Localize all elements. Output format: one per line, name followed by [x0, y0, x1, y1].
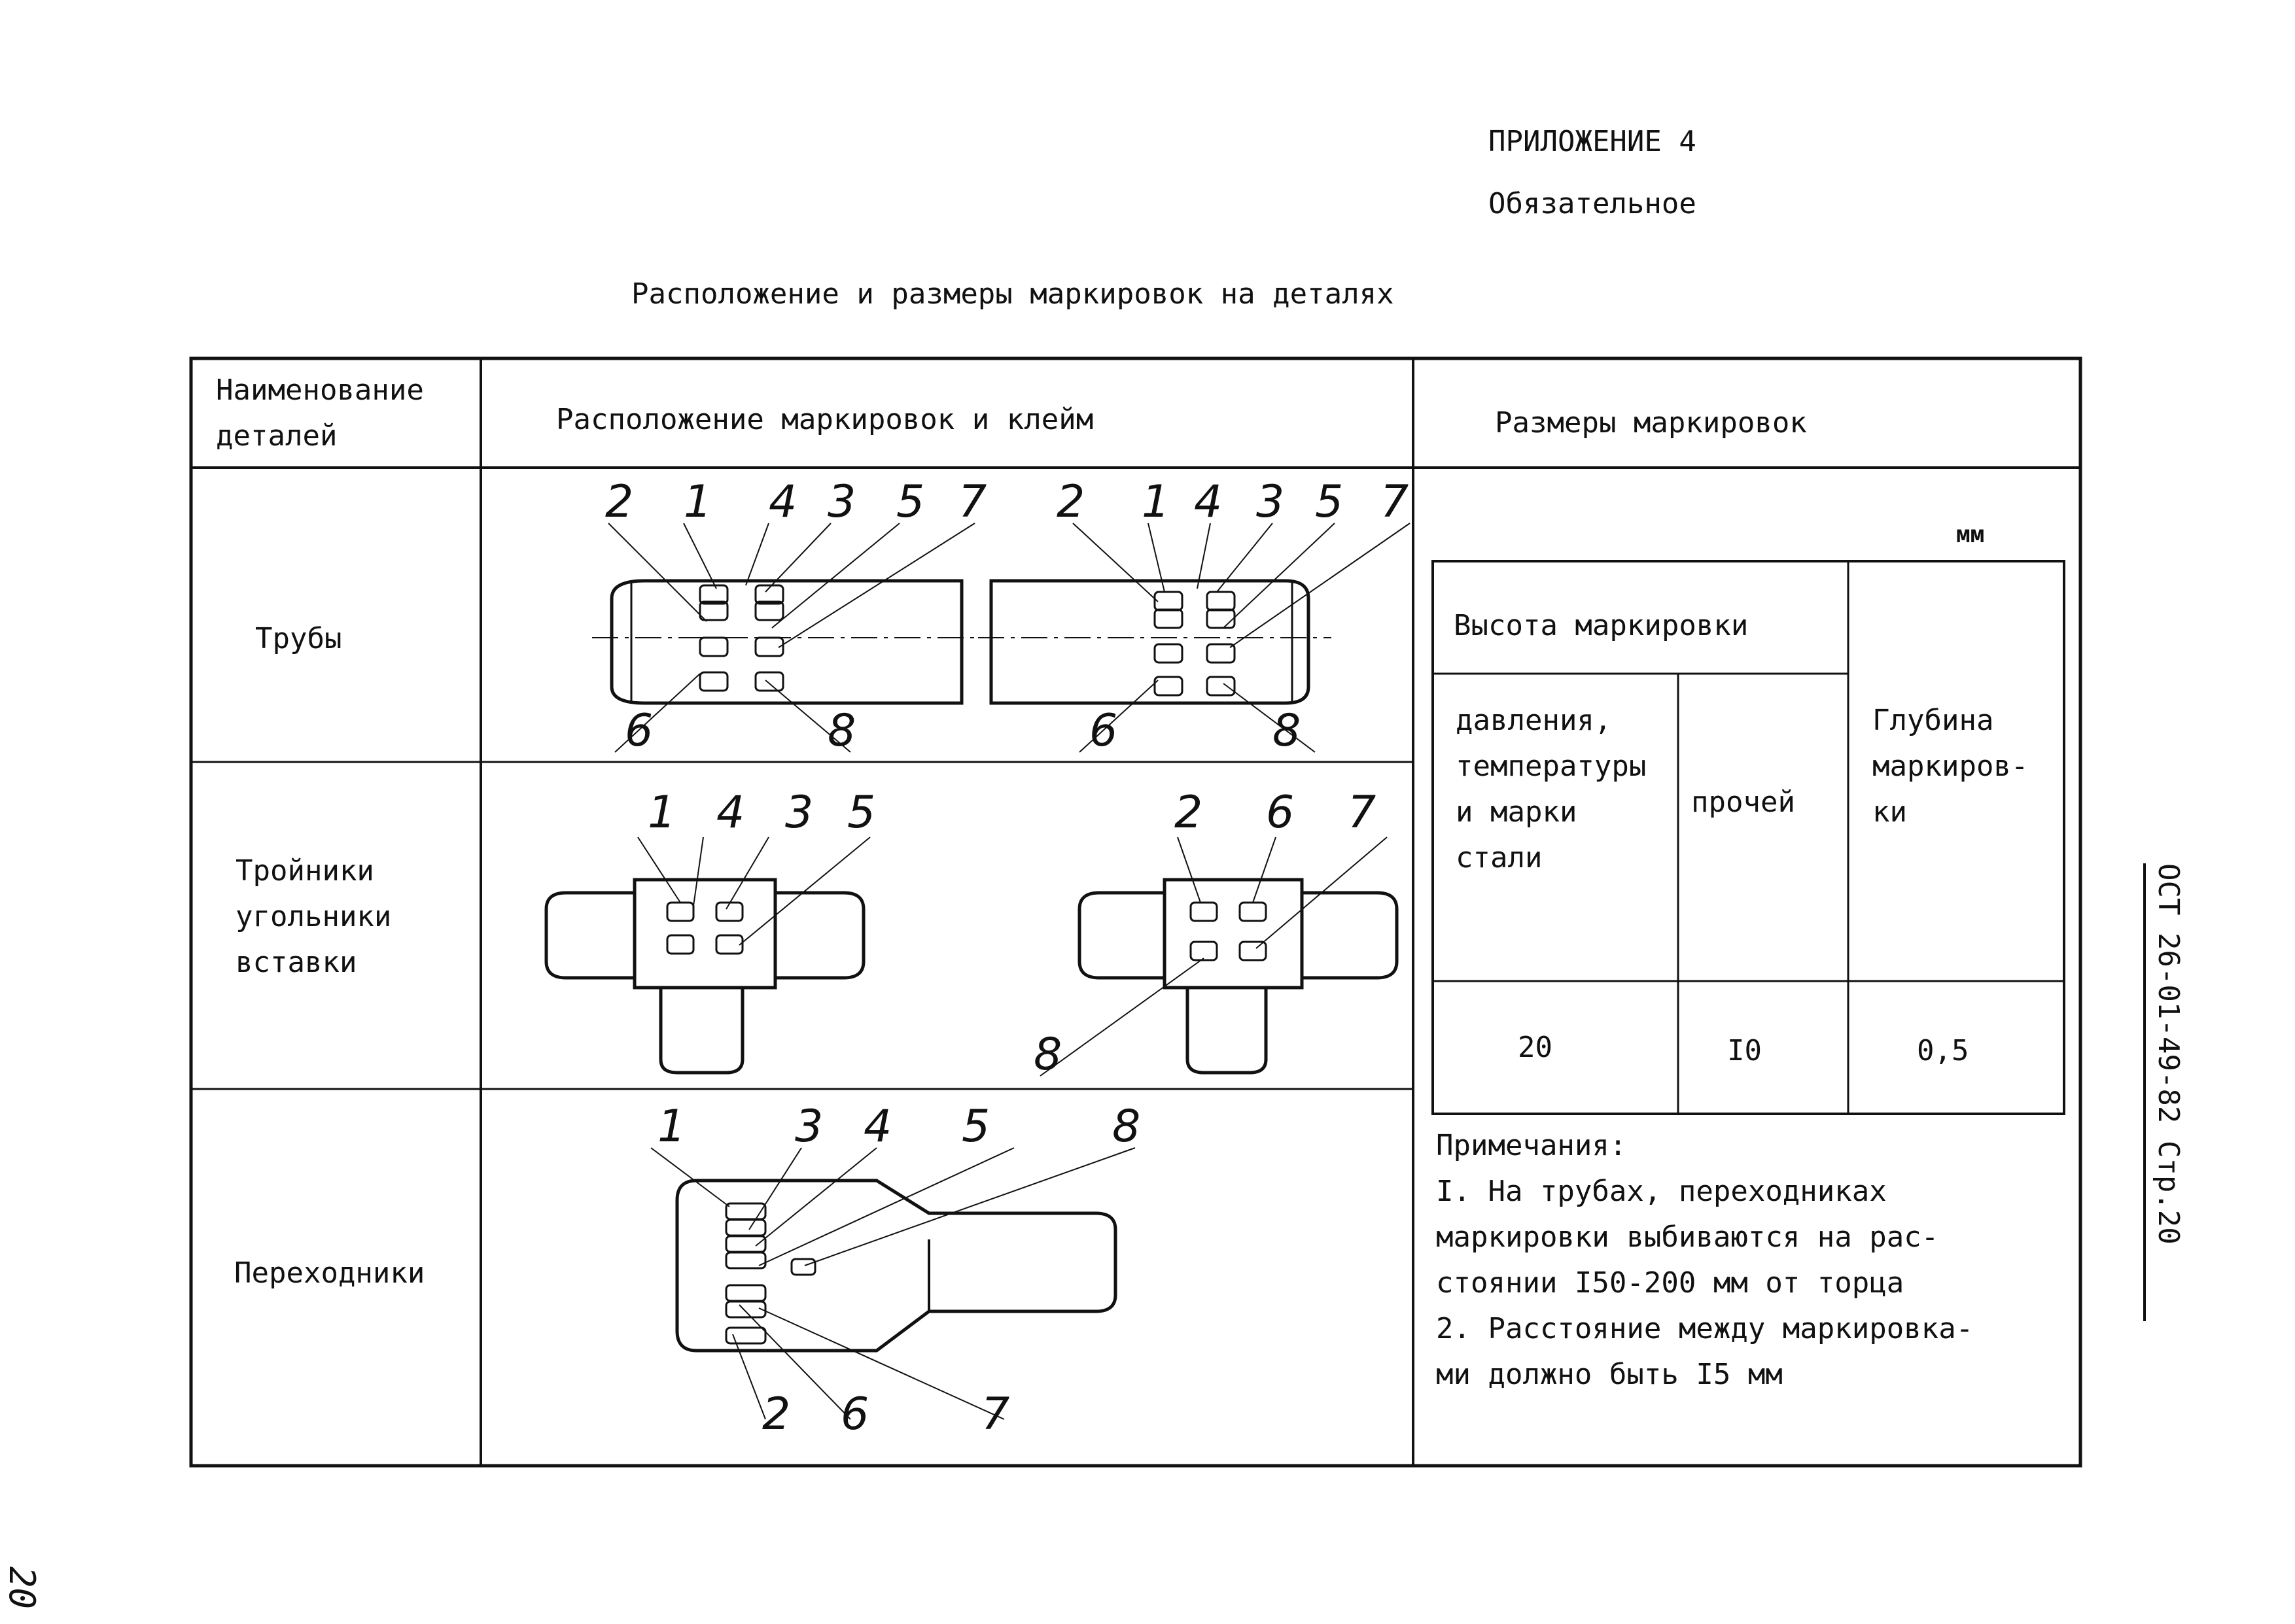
- row-name-reducers: Переходники: [234, 1256, 425, 1290]
- col3-line3: ки: [1872, 795, 1907, 829]
- page-mark: 20: [1, 1566, 43, 1610]
- page-caption: Расположение и размеры маркировок на деталях: [631, 277, 1394, 311]
- callout-pipe-r-8: 8: [1272, 705, 1301, 757]
- col1-line1: давления,: [1456, 704, 1612, 737]
- callout-red-8: 8: [1112, 1101, 1141, 1152]
- callout-pipe-r-5: 5: [1315, 476, 1344, 528]
- value-pressure: 20: [1518, 1031, 1552, 1064]
- tee-left-drawing: [546, 880, 864, 1073]
- callout-pipe-r-4: 4: [1194, 476, 1223, 528]
- callout-tee-r-8: 8: [1034, 1029, 1062, 1080]
- callout-red-1: 1: [657, 1101, 686, 1152]
- notes-line-5: ми должно быть I5 мм: [1436, 1358, 1783, 1391]
- tee-callout-lines: [638, 837, 1387, 1076]
- col3-line1: Глубина: [1872, 704, 1994, 737]
- notes-line-3: стоянии I50-200 мм от торца: [1436, 1266, 1904, 1300]
- pipe-left-drawing: [592, 581, 978, 703]
- appendix-status: Обязательное: [1488, 187, 1696, 220]
- callout-pipe-r-1: 1: [1142, 476, 1170, 528]
- col3-line2: маркиров-: [1872, 750, 2029, 783]
- reducer-callout-lines: [651, 1148, 1135, 1419]
- notes-line-4: 2. Расстояние между маркировка-: [1436, 1312, 1974, 1345]
- callout-tee-l-5: 5: [847, 787, 876, 838]
- row-name-tees-3: вставки: [236, 946, 357, 979]
- callout-pipe-l-7: 7: [958, 476, 987, 528]
- callout-red-2: 2: [762, 1389, 791, 1440]
- callout-red-3: 3: [795, 1101, 824, 1152]
- row-name-tees-1: Тройники: [236, 854, 374, 888]
- callout-pipe-l-8: 8: [828, 705, 856, 757]
- callout-pipe-r-2: 2: [1057, 476, 1085, 528]
- callout-pipe-l-6: 6: [625, 705, 654, 757]
- callout-pipe-r-3: 3: [1256, 476, 1285, 528]
- callout-red-5: 5: [962, 1101, 990, 1152]
- value-depth: 0,5: [1917, 1034, 1969, 1067]
- callout-tee-r-7: 7: [1348, 787, 1376, 838]
- callout-tee-r-6: 6: [1266, 787, 1295, 838]
- row-name-pipes: Трубы: [255, 622, 342, 655]
- col1-line3: и марки: [1456, 795, 1577, 829]
- col2-label: прочей: [1691, 786, 1795, 819]
- col1-line4: стали: [1456, 841, 1543, 874]
- notes-title: Примечания:: [1436, 1129, 1627, 1162]
- callout-tee-l-3: 3: [785, 787, 814, 838]
- header-name-line2: деталей: [216, 419, 338, 453]
- callout-pipe-l-4: 4: [769, 476, 797, 528]
- callout-red-4: 4: [864, 1101, 892, 1152]
- reducer-drawing: [677, 1181, 1115, 1351]
- height-header: Высота маркировки: [1454, 609, 1749, 642]
- callout-pipe-l-3: 3: [828, 476, 856, 528]
- row-name-tees-2: угольники: [236, 900, 392, 933]
- notes-line-1: I. На трубах, переходниках: [1436, 1175, 1887, 1208]
- notes-line-2: маркировки выбиваются на рас-: [1436, 1220, 1939, 1254]
- callout-pipe-l-1: 1: [684, 476, 712, 528]
- unit-label: мм: [1956, 521, 1985, 548]
- callout-red-6: 6: [841, 1389, 869, 1440]
- side-stamp: ОСТ 26-01-49-82 Стр.20: [2152, 863, 2185, 1245]
- callout-pipe-l-5: 5: [896, 476, 925, 528]
- callout-pipe-l-2: 2: [605, 476, 634, 528]
- callout-tee-l-1: 1: [648, 787, 676, 838]
- value-other: I0: [1727, 1034, 1762, 1067]
- header-location: Расположение маркировок и клейм: [556, 403, 1094, 436]
- header-name-line1: Наименование: [216, 373, 424, 407]
- callout-tee-r-2: 2: [1174, 787, 1203, 838]
- appendix-title: ПРИЛОЖЕНИЕ 4: [1488, 125, 1696, 158]
- callout-pipe-r-6: 6: [1089, 705, 1118, 757]
- col1-line2: температуры: [1456, 750, 1647, 783]
- callout-tee-l-4: 4: [716, 787, 745, 838]
- callout-pipe-r-7: 7: [1380, 476, 1409, 528]
- header-sizes: Размеры маркировок: [1495, 406, 1807, 440]
- tee-right-drawing: [1079, 880, 1397, 1073]
- callout-red-7: 7: [981, 1389, 1010, 1440]
